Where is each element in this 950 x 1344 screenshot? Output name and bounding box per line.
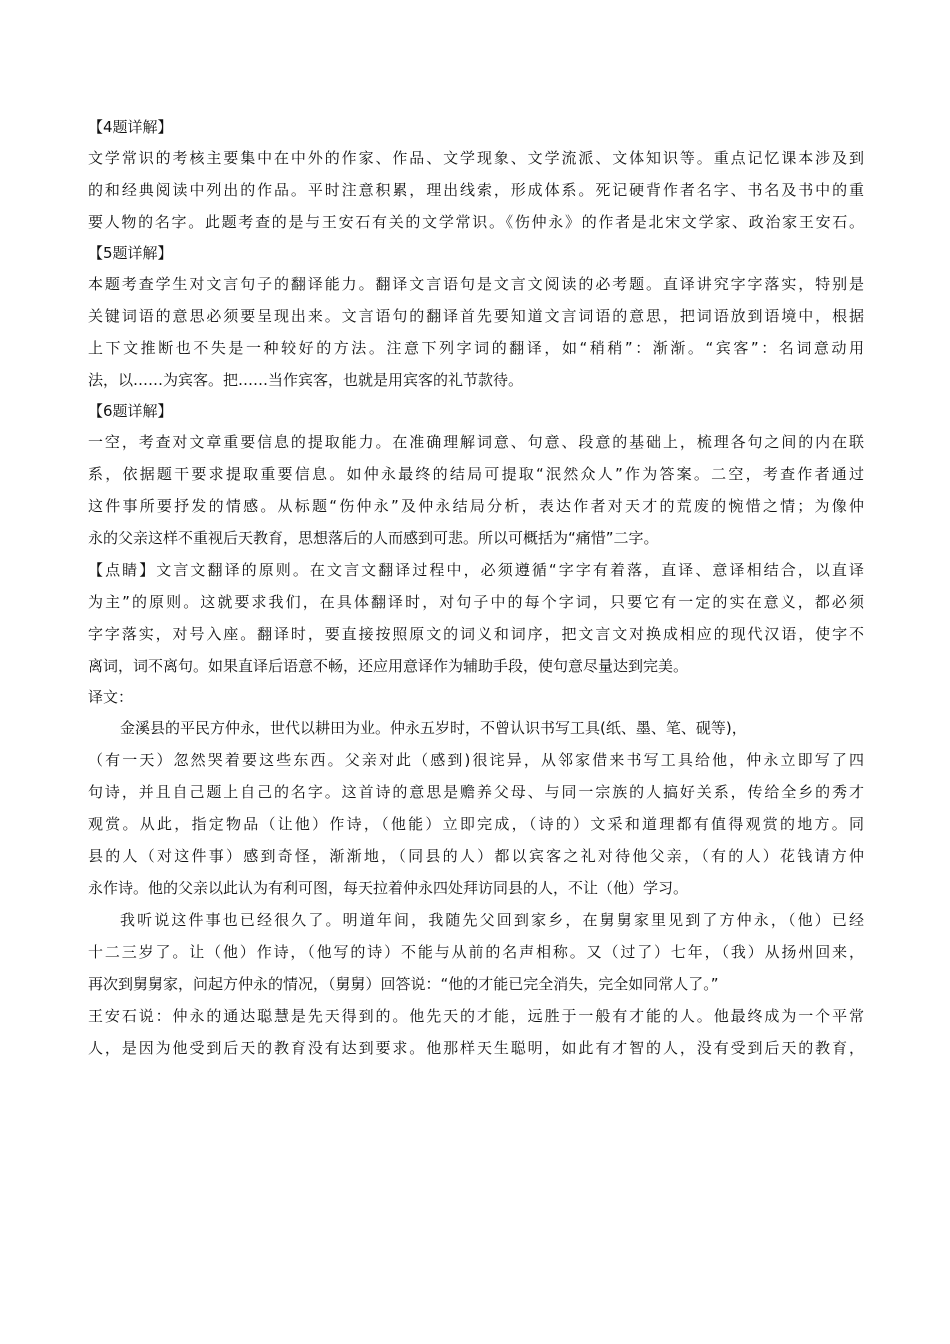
q6-heading: 【6题详解】 [88,402,173,420]
q5-line-4: 法，以……为宾客。把……当作宾客，也就是用宾客的礼节款待。 [88,371,524,389]
yiwen-p3-line-1: 王安石说：仲永的通达聪慧是先天得到的。他先天的才能，远胜于一般有才能的人。他最终成为一个平常 [88,1007,864,1025]
yiwen-p1-line-6: 永作诗。他的父亲以此认为有利可图，每天拉着仲永四处拜访同县的人，不让（他）学习。 [88,879,689,897]
yiwen-p2-line-2: 十二三岁了。让（他）作诗，（他写的诗）不能与从前的名声相称。又（过了）七年，（我）从扬州回来， [88,943,864,961]
q4-line-2: 的和经典阅读中列出的作品。平时注意积累，理出线索，形成体系。死记硬背作者名字、书名及书中的重 [88,181,864,199]
q6-line-1: 一空，考查对文章重要信息的提取能力。在准确理解词意、句意、段意的基础上，梳理各句之间的内在联 [88,433,864,451]
yiwen-p1-line-2: （有一天）忽然哭着要这些东西。父亲对此（感到)很诧异，从邻家借来书写工具给他，仲永立即写了四 [88,751,864,769]
yiwen-p2-line-1: 我听说这件事也已经很久了。明道年间，我随先父回到家乡，在舅舅家里见到了方仲永，（他）已经 [120,911,864,929]
q4-line-1: 文学常识的考核主要集中在中外的作家、作品、文学现象、文学流派、文体知识等。重点记忆课本涉及到 [88,149,864,167]
q4-line-3: 要人物的名字。此题考查的是与王安石有关的文学常识。《伤仲永》的作者是北宋文学家、政治家王安石。 [88,213,864,231]
yiwen-label: 译文： [88,688,134,706]
q5-line-1: 本题考查学生对文言句子的翻译能力。翻译文言语句是文言文阅读的必考题。直译讲究字字落实，特别是 [88,275,864,293]
q5-line-2: 关键词语的意思必须要呈现出来。文言语句的翻译首先要知道文言词语的意思，把词语放到语境中，根据 [88,307,864,325]
document-page [88,112,864,1064]
dianjing-line-3: 字字落实，对号入座。翻译时，要直接按照原文的词义和词序，把文言文对换成相应的现代汉语，使字不 [88,625,864,643]
dianjing-line-1: 【点睛】文言文翻译的原则。在文言文翻译过程中，必须遵循“字字有着落，直译、意译相结合，以直译 [88,561,864,579]
q6-line-4: 永的父亲这样不重视后天教育，思想落后的人而感到可悲。所以可概括为“痛惜”二字。 [88,529,659,547]
q6-line-2: 系，依据题干要求提取重要信息。如仲永最终的结局可提取“泯然众人”作为答案。二空，考查作者通过 [88,465,864,483]
yiwen-p2-line-3: 再次到舅舅家，问起方仲永的情况，（舅舅）回答说：“他的才能已完全消失，完全如同常人了。” [88,975,719,993]
yiwen-p1-line-5: 县的人（对这件事）感到奇怪，渐渐地，（同县的人）都以宾客之礼对待他父亲，（有的人）花钱请方仲 [88,847,864,865]
dianjing-line-4: 离词，词不离句。如果直译后语意不畅，还应用意译作为辅助手段，使句意尽量达到完美。 [88,657,689,675]
yiwen-p1-line-4: 观赏。从此，指定物品（让他）作诗，（他能）立即完成，（诗的）文采和道理都有值得观赏的地方。同 [88,815,864,833]
q5-heading: 【5题详解】 [88,244,173,262]
q4-heading: 【4题详解】 [88,118,173,136]
yiwen-p1-line-1: 金溪县的平民方仲永，世代以耕田为业。仲永五岁时，不曾认识书写工具(纸、墨、笔、砚等)， [120,719,747,737]
q6-line-3: 这件事所要抒发的情感。从标题“伤仲永”及仲永结局分析，表达作者对天才的荒废的惋惜之情；为像仲 [88,497,864,515]
q5-line-3: 上下文推断也不失是一种较好的方法。注意下列字词的翻译，如“稍稍”：渐渐。“宾客”：名词意动用 [88,339,864,357]
yiwen-p3-line-2: 人，是因为他受到后天的教育没有达到要求。他那样天生聪明，如此有才智的人，没有受到后天的教育， [88,1039,864,1057]
dianjing-line-2: 为主”的原则。这就要求我们，在具体翻译时，对句子中的每个字词，只要它有一定的实在意义，都必须 [88,593,864,611]
yiwen-p1-line-3: 句诗，并且自己题上自己的名字。这首诗的意思是赡养父母、与同一宗族的人搞好关系，传给全乡的秀才 [88,783,864,801]
